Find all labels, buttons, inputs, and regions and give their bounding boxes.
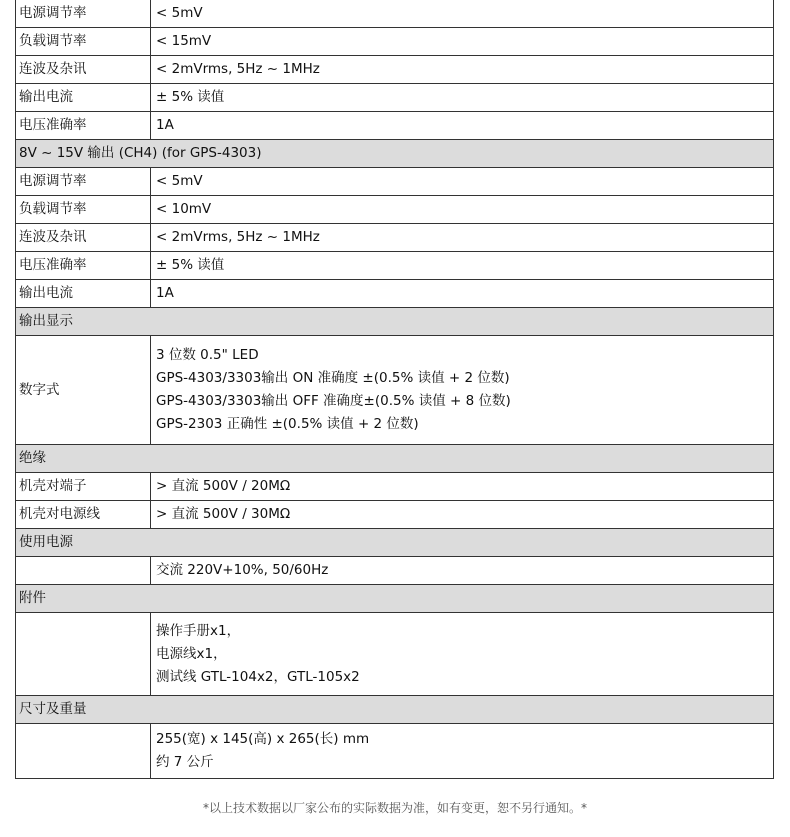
spec-value <box>151 252 774 280</box>
spec-value-line: 1A <box>156 285 174 301</box>
section-title: 输出显示 <box>16 308 774 336</box>
section-header-row <box>16 585 774 613</box>
section-header-row <box>16 445 774 473</box>
spec-value-line: 255(宽) x 145(高) x 265(长) mm <box>156 731 370 747</box>
spec-label: 负载调节率 <box>16 196 151 224</box>
spec-row <box>16 557 774 585</box>
spec-row <box>16 112 774 140</box>
spec-value-line: 3 位数 0.5" LED <box>156 347 259 363</box>
spec-value <box>151 280 774 308</box>
spec-label: 机壳对端子 <box>16 473 151 501</box>
spec-label <box>16 613 151 696</box>
spec-value-line: ± 5% 读值 <box>156 257 225 273</box>
spec-row <box>16 28 774 56</box>
spec-value <box>151 613 774 696</box>
spec-label: 输出电流 <box>16 84 151 112</box>
spec-value-line: > 直流 500V / 30MΩ <box>156 506 291 522</box>
spec-value-line: GPS-4303/3303输出 OFF 准确度±(0.5% 读值 + 8 位数) <box>156 393 511 409</box>
section-title: 8V ~ 15V 输出 (CH4) (for GPS-4303) <box>16 140 774 168</box>
spec-row <box>16 56 774 84</box>
spec-value <box>151 724 774 779</box>
spec-label: 输出电流 <box>16 280 151 308</box>
spec-value <box>151 501 774 529</box>
spec-label <box>16 724 151 779</box>
spec-row <box>16 336 774 445</box>
spec-row <box>16 501 774 529</box>
spec-row <box>16 0 774 28</box>
spec-value <box>151 557 774 585</box>
spec-label: 数字式 <box>16 336 151 445</box>
spec-value <box>151 112 774 140</box>
spec-label: 电压准确率 <box>16 252 151 280</box>
section-title: 使用电源 <box>16 529 774 557</box>
spec-value-line: 电源线x1， <box>156 645 227 662</box>
spec-value <box>151 196 774 224</box>
spec-value-line: 交流 220V+10%, 50/60Hz <box>156 562 329 578</box>
section-title: 绝缘 <box>16 445 774 473</box>
spec-row <box>16 168 774 196</box>
spec-value <box>151 336 774 445</box>
spec-label: 电压准确率 <box>16 112 151 140</box>
spec-row <box>16 280 774 308</box>
spec-value-line: < 2mVrms, 5Hz ~ 1MHz <box>156 61 320 77</box>
section-header-row <box>16 696 774 724</box>
spec-value-line: > 直流 500V / 20MΩ <box>156 478 291 494</box>
spec-value-line: 1A <box>156 117 174 133</box>
spec-label: 负载调节率 <box>16 28 151 56</box>
spec-value-line: < 10mV <box>156 201 212 217</box>
spec-label: 电源调节率 <box>16 0 151 28</box>
section-title: 尺寸及重量 <box>16 696 774 724</box>
spec-value-line: < 5mV <box>156 173 203 189</box>
section-header-row <box>16 140 774 168</box>
spec-value-line: < 15mV <box>156 33 212 49</box>
spec-label: 连波及杂讯 <box>16 224 151 252</box>
spec-value-line: < 2mVrms, 5Hz ~ 1MHz <box>156 229 320 245</box>
spec-value <box>151 168 774 196</box>
spec-value <box>151 473 774 501</box>
spec-value <box>151 224 774 252</box>
spec-value-line: 约 7 公斤 <box>156 754 214 770</box>
spec-value-line: 测试线 GTL-104x2，GTL-105x2 <box>156 668 360 685</box>
spec-label <box>16 557 151 585</box>
spec-value-line: ± 5% 读值 <box>156 89 225 105</box>
spec-label: 电源调节率 <box>16 168 151 196</box>
disclaimer-footer: *以上技术数据以厂家公布的实际数据为准，如有变更，恕不另行通知。* <box>202 801 587 815</box>
spec-row <box>16 196 774 224</box>
spec-value-line: 操作手册x1， <box>156 622 241 639</box>
section-title: 附件 <box>16 585 774 613</box>
spec-value <box>151 56 774 84</box>
spec-row <box>16 473 774 501</box>
spec-row <box>16 84 774 112</box>
spec-row <box>16 613 774 696</box>
spec-row <box>16 724 774 779</box>
section-header-row <box>16 308 774 336</box>
spec-label: 机壳对电源线 <box>16 501 151 529</box>
spec-value <box>151 0 774 28</box>
spec-value <box>151 28 774 56</box>
spec-value-line: GPS-2303 正确性 ±(0.5% 读值 + 2 位数) <box>156 416 419 432</box>
spec-table <box>15 0 774 779</box>
spec-label: 连波及杂讯 <box>16 56 151 84</box>
spec-row <box>16 224 774 252</box>
section-header-row <box>16 529 774 557</box>
spec-value-line: < 5mV <box>156 5 203 21</box>
spec-row <box>16 252 774 280</box>
spec-value-line: GPS-4303/3303输出 ON 准确度 ±(0.5% 读值 + 2 位数) <box>156 370 510 386</box>
spec-value <box>151 84 774 112</box>
